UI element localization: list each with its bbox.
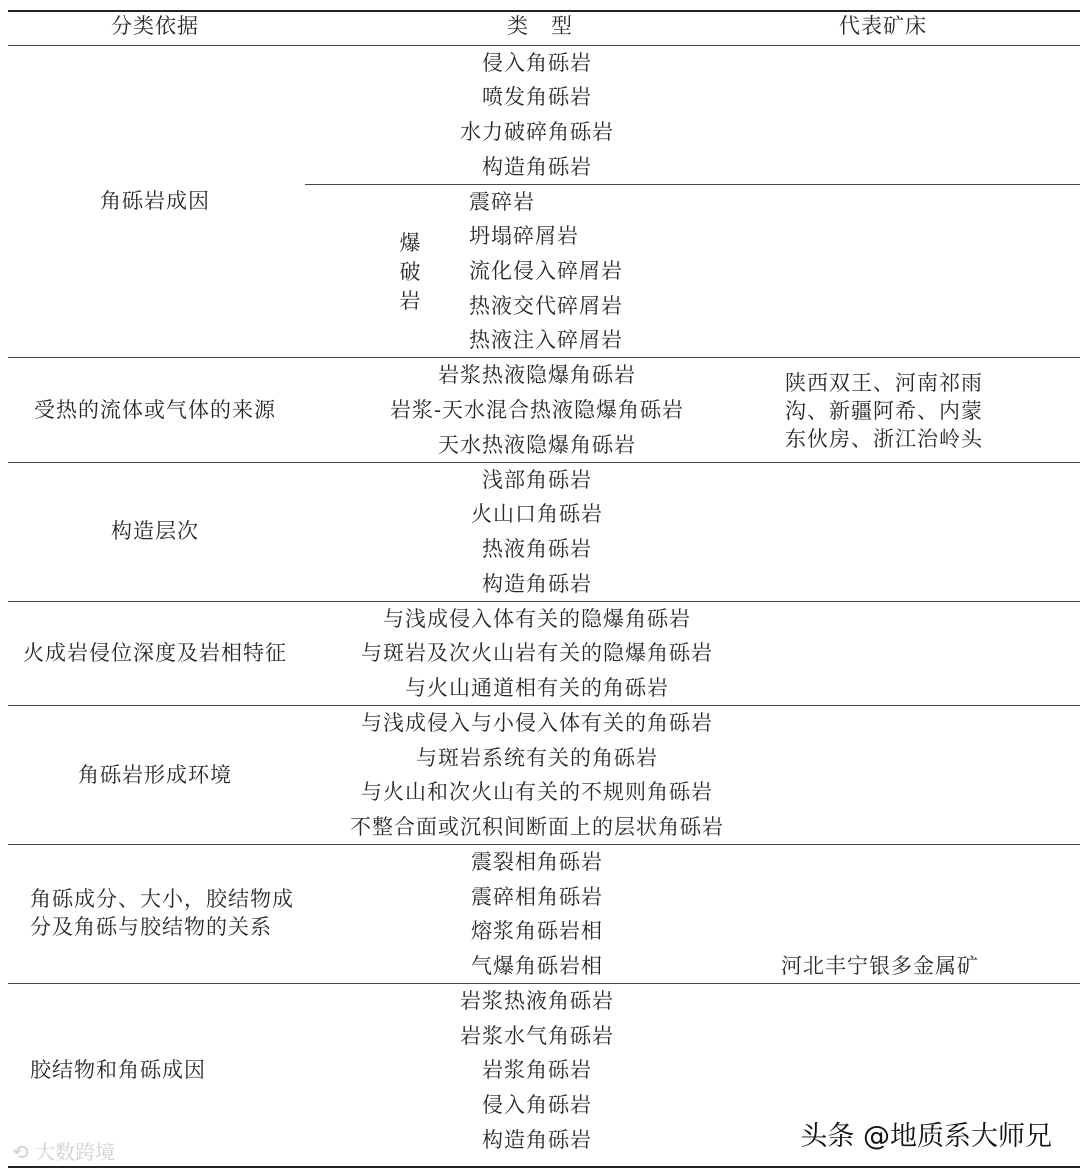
bottom-rule: [8, 1166, 1080, 1168]
sublabel-explosive-rock: 爆 破 岩: [399, 231, 421, 313]
type-cell: 火山口角砾岩: [471, 502, 603, 526]
deposit-cell: [785, 369, 983, 453]
type-cell: 热液角砾岩: [482, 537, 592, 561]
type-cell: 震裂相角砾岩: [471, 850, 603, 874]
type-cell: 构造角砾岩: [482, 155, 592, 179]
basis-cell: [30, 885, 294, 941]
type-cell: 水力破碎角砾岩: [460, 120, 614, 144]
basis-cell: 角砾岩成因: [100, 189, 210, 213]
basis-line: 角砾成分、大小，胶结物成: [30, 887, 294, 911]
type-cell: 浅部角砾岩: [482, 468, 592, 492]
type-cell: 与斑岩及次火山岩有关的隐爆角砾岩: [361, 641, 713, 665]
type-cell: 构造角砾岩: [482, 572, 592, 596]
subtype-cell: 震碎岩: [469, 190, 535, 214]
subtype-cell: 热液注入碎屑岩: [469, 328, 623, 352]
type-cell: 与火山通道相有关的角砾岩: [405, 676, 669, 700]
type-cell: 岩浆水气角砾岩: [460, 1024, 614, 1048]
type-cell: 岩浆-天水混合热液隐爆角砾岩: [389, 398, 685, 422]
type-cell: 喷发角砾岩: [482, 85, 592, 109]
deposit-line: 沟、新疆阿希、内蒙: [785, 399, 983, 423]
basis-cell: 构造层次: [111, 519, 199, 543]
basis-cell: 胶结物和角砾成因: [30, 1058, 206, 1082]
deposit-cell: 河北丰宁银多金属矿: [781, 954, 979, 978]
type-cell: 侵入角砾岩: [482, 51, 592, 75]
type-cell: 岩浆热液隐爆角砾岩: [438, 363, 636, 387]
basis-line: 分及角砾与胶结物的关系: [30, 915, 272, 939]
watermark-logo-icon: ⟲: [12, 1140, 36, 1164]
type-cell: 岩浆角砾岩: [482, 1058, 592, 1082]
type-cell: 气爆角砾岩相: [471, 954, 603, 978]
type-cell: 与浅成侵入与小侵入体有关的角砾岩: [361, 711, 713, 735]
type-cell: 不整合面或沉积间断面上的层状角砾岩: [350, 815, 724, 839]
type-cell: 震碎相角砾岩: [471, 885, 603, 909]
subtype-cell: 热液交代碎屑岩: [469, 294, 623, 318]
type-cell: 侵入角砾岩: [482, 1093, 592, 1117]
type-cell: 构造角砾岩: [482, 1128, 592, 1152]
author-watermark: 头条 @地质系大师兄: [800, 1121, 1052, 1152]
type-cell: 与浅成侵入体有关的隐爆角砾岩: [383, 607, 691, 631]
type-cell: 熔浆角砾岩相: [471, 919, 603, 943]
deposit-line: 陕西双王、河南祁雨: [785, 371, 983, 395]
type-cell: 与斑岩系统有关的角砾岩: [416, 746, 658, 770]
header-type: 类 型: [507, 14, 573, 38]
type-cell: 岩浆热液角砾岩: [460, 989, 614, 1013]
subtype-cell: 坍塌碎屑岩: [469, 224, 579, 248]
basis-cell: 角砾岩形成环境: [78, 763, 232, 787]
faint-watermark: [12, 1136, 115, 1165]
basis-cell: 火成岩侵位深度及岩相特征: [23, 641, 287, 665]
subtype-cell: 流化侵入碎屑岩: [469, 259, 623, 283]
deposit-line: 东伙房、浙江治岭头: [785, 427, 983, 451]
faint-watermark-text: 大数跨境: [35, 1140, 116, 1164]
header-basis: 分类依据: [111, 14, 199, 38]
basis-cell: 受热的流体或气体的来源: [34, 398, 276, 422]
header-deposit: 代表矿床: [839, 14, 927, 38]
type-cell: 与火山和次火山有关的不规则角砾岩: [361, 780, 713, 804]
type-cell: 天水热液隐爆角砾岩: [438, 433, 636, 457]
subgroup-rule: [305, 184, 1080, 185]
